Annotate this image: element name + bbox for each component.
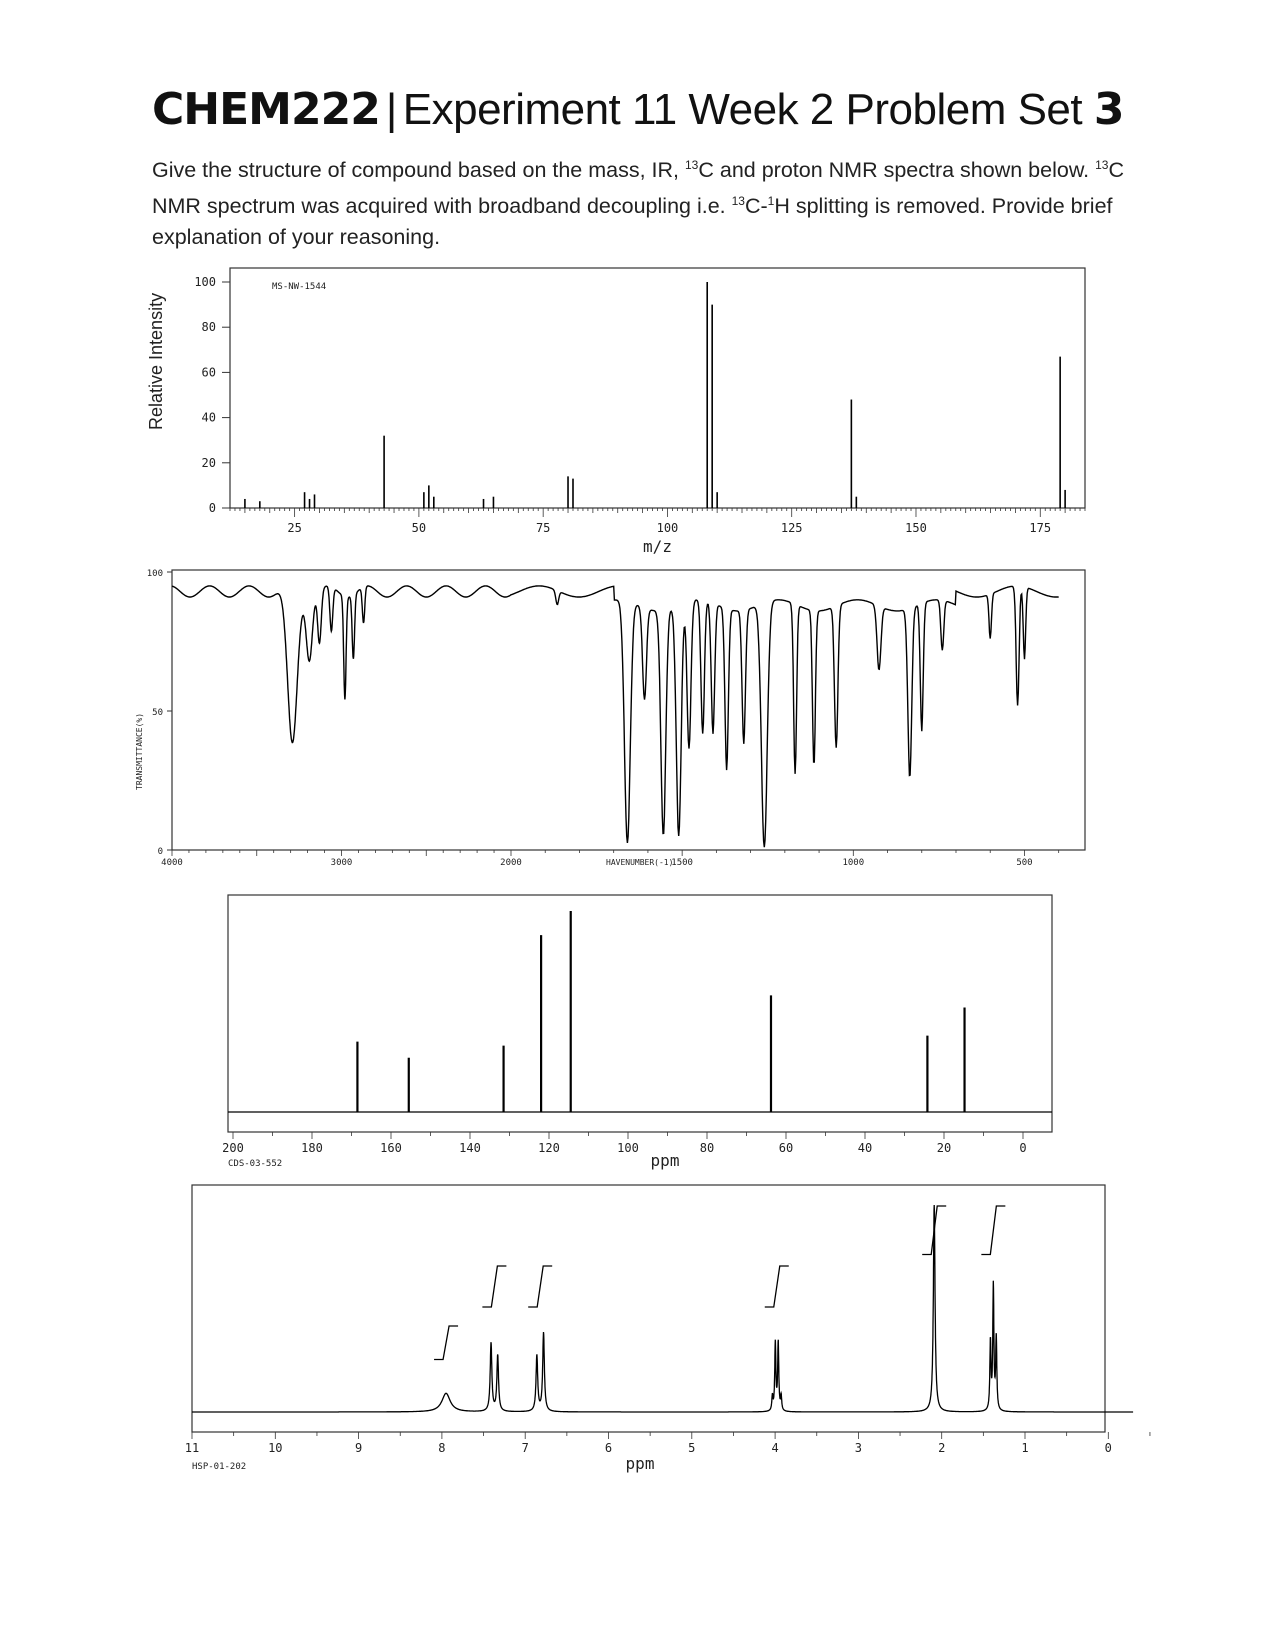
ir-x-tick-label: 4000 xyxy=(161,858,183,868)
h1-x-tick-label: 5 xyxy=(688,1441,696,1455)
ms-y-axis-label: Relative Intensity xyxy=(146,292,166,430)
ir-x-tick-label: 500 xyxy=(1016,858,1033,868)
h1-integral xyxy=(482,1266,506,1307)
h1-x-tick-label: 6 xyxy=(604,1441,613,1455)
ir-x-tick-label: 1000 xyxy=(842,858,865,868)
ir-x-tick-label: 1500 xyxy=(671,858,693,868)
c13-x-tick-label: 80 xyxy=(699,1141,715,1155)
title-separator: | xyxy=(385,85,397,134)
c13-x-tick-label: 180 xyxy=(301,1141,323,1155)
ms-x-axis-label: m/z xyxy=(643,537,672,556)
h1-code: HSP-01-202 xyxy=(192,1462,247,1472)
h1-x-tick-label: 1 xyxy=(1021,1441,1029,1455)
ms-x-tick-label: 125 xyxy=(780,521,803,535)
c13-code: CDS-03-552 xyxy=(228,1159,283,1169)
course-code: CHEM222 xyxy=(152,84,380,135)
ms-x-tick-label: 75 xyxy=(535,521,551,535)
h1-integral xyxy=(981,1206,1005,1255)
c13-x-tick-label: 100 xyxy=(617,1141,639,1155)
h1-x-tick-label: 2 xyxy=(938,1441,946,1455)
ms-code: MS-NW-1544 xyxy=(272,282,327,292)
h1-x-tick-label: 10 xyxy=(268,1441,283,1455)
ms-x-tick-label: 25 xyxy=(287,521,302,535)
ir-x-tick-label: 2000 xyxy=(500,858,522,868)
ir-y-tick-label: 50 xyxy=(152,708,163,718)
c13-x-tick-label: 40 xyxy=(857,1141,873,1155)
h1-x-tick-label: 3 xyxy=(854,1441,863,1455)
set-number: 3 xyxy=(1093,84,1124,135)
ms-x-tick-label: 100 xyxy=(656,521,679,535)
h1-x-tick-label: 11 xyxy=(184,1441,200,1455)
h1-integral xyxy=(765,1266,789,1307)
h1-x-tick-label: 8 xyxy=(438,1441,446,1455)
c13-x-tick-label: 20 xyxy=(936,1141,952,1155)
h1-frame xyxy=(192,1185,1105,1432)
problem-statement: Give the structure of compound based on the mass, IR, $^{13}$C and proton NMR spectra shown below. $^{13}$C NMR spectrum was acquired with broadband decoupling i.e. $^{13}$C-$^1$H splitting is removed. Provide brief explanation of your reasoning. xyxy=(152,158,1125,250)
ms-y-tick-label: 80 xyxy=(201,320,216,335)
ms-y-tick-label: 60 xyxy=(201,365,216,380)
ms-y-tick-label: 40 xyxy=(201,410,216,425)
ms-y-tick-label: 100 xyxy=(194,275,216,289)
ir-y-tick-label: 100 xyxy=(146,569,163,579)
ms-x-tick-label: 150 xyxy=(905,521,927,535)
ir-x-axis-label: HAVENUMBER(-1) xyxy=(606,858,674,867)
ir-y-axis-label: TRANSMITTANCE(%) xyxy=(135,712,144,790)
ms-y-tick-label: 20 xyxy=(201,455,216,470)
c13-x-tick-label: 140 xyxy=(459,1141,481,1155)
ms-y-tick-label: 0 xyxy=(208,501,216,515)
h1-x-tick-label: 4 xyxy=(771,1441,779,1455)
h1-trace xyxy=(192,1205,1133,1412)
h1-x-tick-label: 9 xyxy=(354,1441,363,1455)
c13-x-axis-label: ppm xyxy=(650,1151,680,1170)
ir-y-tick-label: 0 xyxy=(157,847,163,857)
c13-x-tick-label: 0 xyxy=(1019,1141,1027,1155)
ms-x-tick-label: 175 xyxy=(1029,521,1052,535)
c13-x-tick-label: 200 xyxy=(222,1141,244,1155)
ir-x-tick-label: 3000 xyxy=(330,858,353,868)
h1-x-tick-label: 7 xyxy=(521,1441,529,1455)
h1-integral xyxy=(434,1326,458,1360)
c13-x-tick-label: 160 xyxy=(380,1141,402,1155)
c13-x-tick-label: 60 xyxy=(778,1141,794,1155)
h1-x-axis-label: ppm xyxy=(625,1454,655,1473)
h1-x-tick-label: 0 xyxy=(1104,1441,1112,1455)
title-main: Experiment 11 Week 2 Problem Set xyxy=(402,85,1083,134)
h1-integral xyxy=(528,1266,552,1307)
c13-x-tick-label: 120 xyxy=(538,1141,560,1155)
ms-x-tick-label: 50 xyxy=(411,521,427,535)
